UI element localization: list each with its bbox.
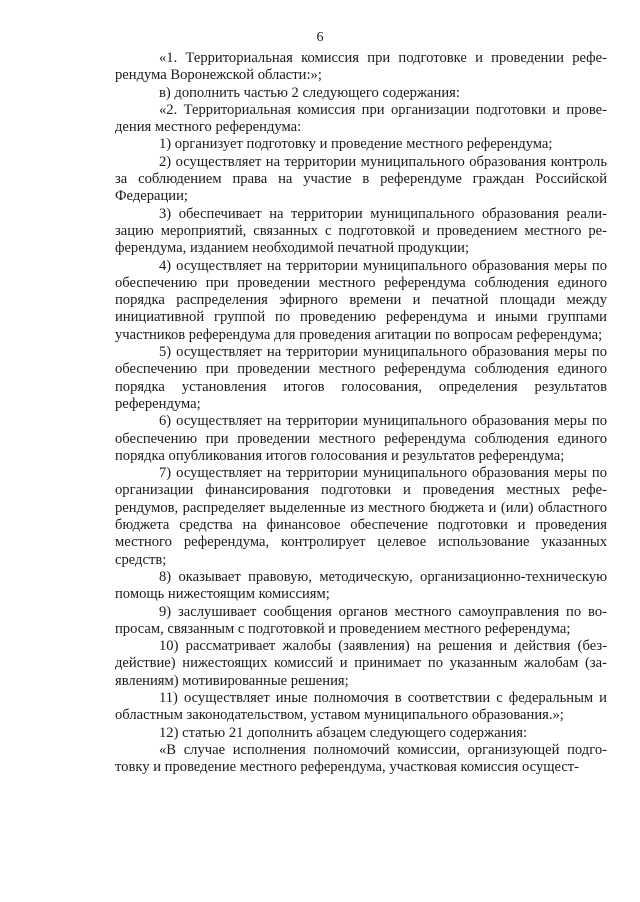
paragraph: 6) осуществляет на территории муниципального образования меры по обеспечению при проведении местного референдума соблюдения единого порядка опубликования итогов голосования и результатов референдума;	[115, 413, 607, 464]
paragraph: «В случае исполнения полномочий комиссии, организующей подготовку и проведение местного референдума, участковая комиссия осущест-	[115, 741, 607, 776]
paragraph: 10) рассматривает жалобы (заявления) на решения и действия (бездействие) нижестоящих комиссий и принимает по указанным жалобам (заявлениям) мотивированные решения;	[115, 638, 607, 689]
paragraph: «2. Территориальная комиссия при организации подготовки и проведения местного референдума:	[115, 101, 607, 136]
paragraph: 2) осуществляет на территории муниципального образования контроль за соблюдением права на участие в референдуме граждан Российской Федерации;	[115, 153, 607, 205]
paragraph: 4) осуществляет на территории муниципального образования меры по обеспечению при проведении местного референдума соблюдения единого порядка распределения эфирного времени и печатной площади между инициативной группой по проведению референдума и иными группами участников референдума для проведения агитации по вопросам референдума;	[115, 257, 607, 343]
page-number: 6	[316, 30, 324, 45]
paragraph: 3) обеспечивает на территории муниципального образования реализацию мероприятий, связанных с подготовкой и проведением местного референдума, изданием необходимой печатной продукции;	[115, 205, 607, 257]
paragraph: 8) оказывает правовую, методическую, организационно-техническую помощь нижестоящим комиссиям;	[115, 568, 607, 603]
paragraph: 12) статью 21 дополнить абзацем следующего содержания:	[159, 724, 528, 741]
paragraph: 7) осуществляет на территории муниципального образования меры по организации финансирования подготовки и проведения местных референдумов, распределяет выделенные из местного бюджета и (или) областного бюджета средства на финансовое обеспечение подготовки и проведения местного референдума, контролирует целевое использование указанных средств;	[115, 465, 607, 568]
paragraph: 11) осуществляет иные полномочия в соответствии с федеральным и областным законодательством, уставом муниципального образования.»;	[115, 689, 607, 724]
paragraph: в) дополнить частью 2 следующего содержания:	[159, 84, 460, 101]
paragraph: 9) заслушивает сообщения органов местного самоуправления по вопросам, связанным с подготовкой и проведением местного референдума;	[115, 603, 607, 637]
paragraph: 1) организует подготовку и проведение местного референдума;	[159, 136, 553, 153]
paragraph: 5) осуществляет на территории муниципального образования меры по обеспечению при проведении местного референдума соблюдения единого порядка установления итогов голосования, определения результатов референдума;	[115, 344, 607, 412]
document-body	[115, 50, 607, 776]
paragraph: «1. Территориальная комиссия при подготовке и проведении референдума Воронежской области:»;	[115, 50, 607, 84]
